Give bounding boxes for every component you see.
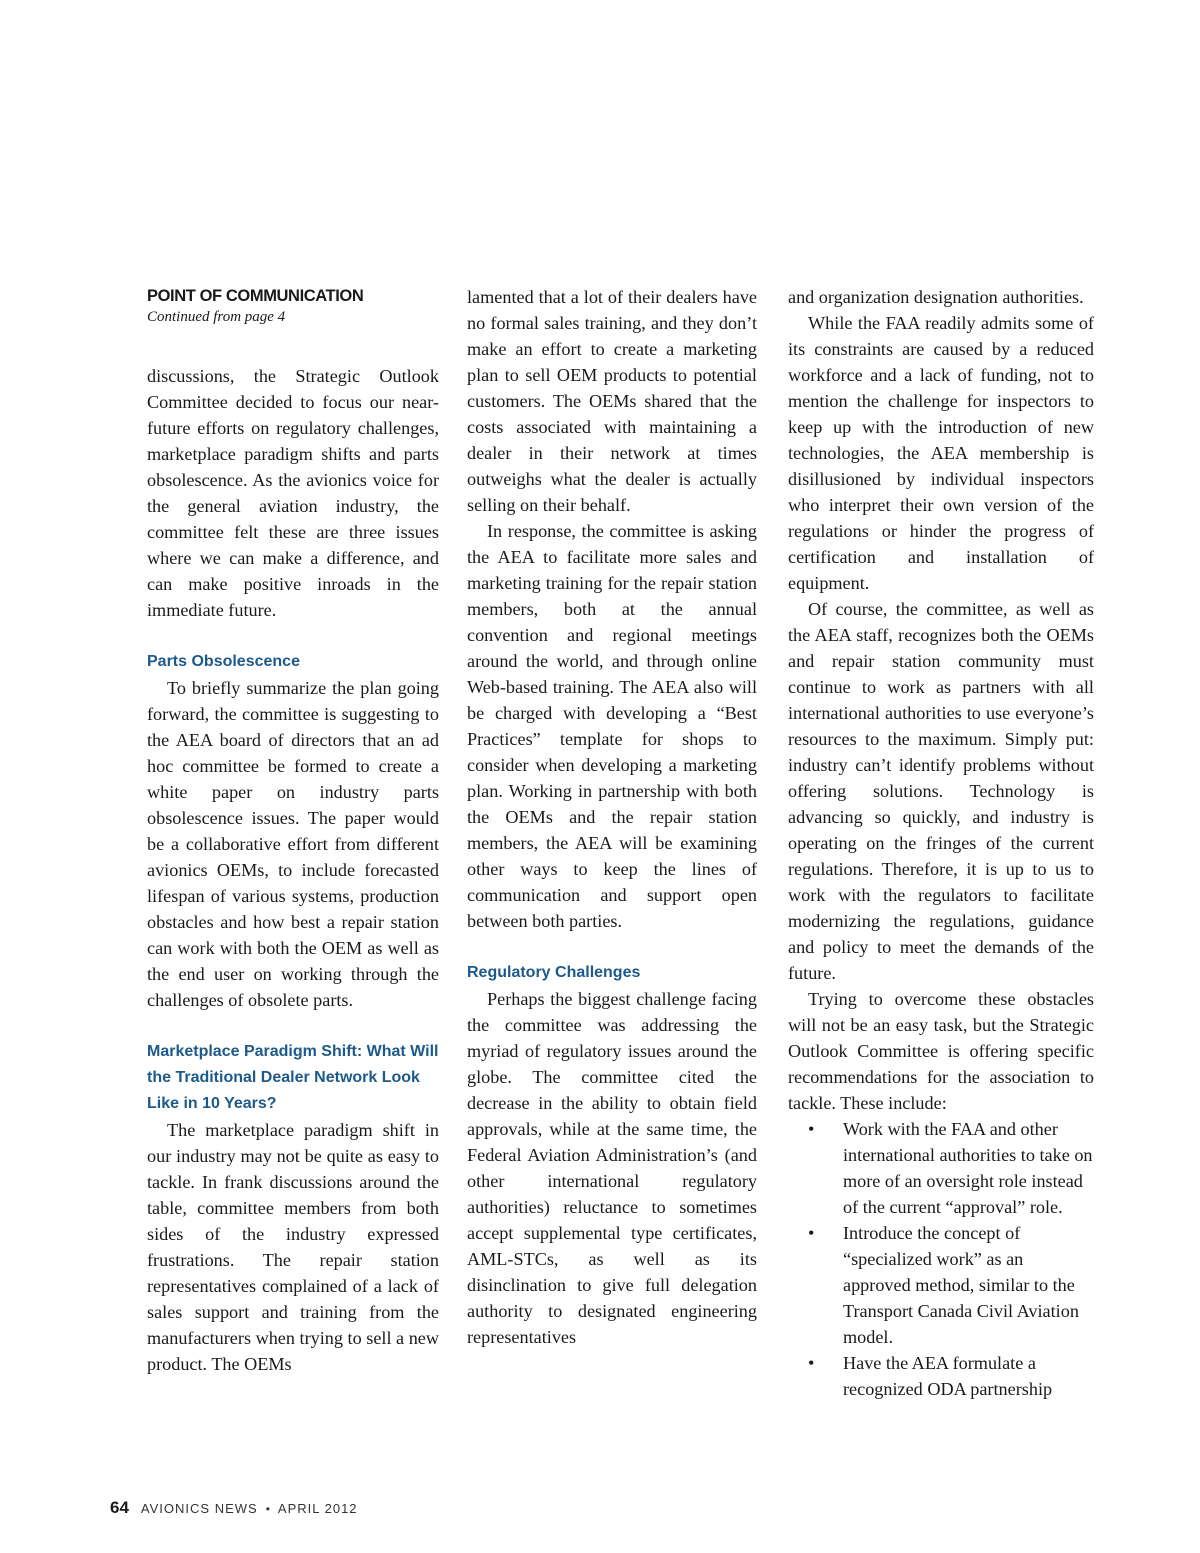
col3-paragraph-3: Of course, the committee, as well as the AEA staff, recognizes both the OEMs and repair station community must continue to work as partners with all international authorities to use everyone’s resources to the maximum. Simply put: industry can’t identify problems without offering solutions. Technology is advancing so quickly, and industry is operating on the fringes of the current regulations. Therefore, it is up to us to work with the regulators to facilitate modernizing the regulations, guidance and policy to meet the demands of the future. [788,599,1094,983]
col3-paragraph-4: Trying to overcome these obstacles will not be an easy task, but the Strategic Outlook Committee is offering specific recommendations for the association to tackle. These include: [788,989,1094,1113]
list-item-text: Work with the FAA and other international authorities to take on more of an oversight role instead of the current “approval” role. [843,1119,1093,1217]
col2-paragraph-3: Perhaps the biggest challenge facing the committee was addressing the myriad of regulatory issues around the globe. The committee cited the decrease in the ability to obtain field approvals, while at the same time, the Federal Aviation Administration’s (and other international regulatory authorities) reluctance to sometimes accept supplemental type certificates, AML-STCs, as well as its disinclination to give full delegation authority to designated engineering representatives [467,989,757,1347]
subhead-regulatory-challenges: Regulatory Challenges [467,964,641,981]
section-kicker: POINT OF COMMUNICATION [147,287,364,305]
bullet-icon: • [808,1223,815,1243]
col3-paragraph-2: While the FAA readily admits some of its constraints are caused by a reduced workforce and a lack of funding, not to mention the challenge for inspectors to keep up with the introduction of new technologies, the AEA membership is disillusioned by individual inspectors who interpret their own version of the regulations or hinder the progress of certification and installation of equipment. [788,313,1094,593]
page-footer [110,1498,358,1518]
footer-separator: • [265,1502,270,1516]
column-1 [147,284,439,1377]
publication-name: AVIONICS NEWS [140,1501,258,1516]
subhead-marketplace-shift: Marketplace Paradigm Shift: What Will the Traditional Dealer Network Look Like in 10 Years? [147,1043,439,1112]
list-item [788,1116,1094,1220]
subhead-parts-obsolescence: Parts Obsolescence [147,653,300,670]
col3-paragraph-1: and organization designation authorities. [788,287,1084,307]
column-3 [788,284,1094,1402]
list-item-text: Have the AEA formulate a recognized ODA partnership [843,1353,1053,1399]
column-2 [467,284,757,1350]
list-item [788,1350,1094,1402]
recommendation-list [788,1116,1094,1402]
page-number: 64 [110,1498,129,1517]
bullet-icon: • [808,1353,815,1373]
list-item-text: Introduce the concept of “specialized work” as an approved method, similar to the Transport Canada Civil Aviation model. [843,1223,1079,1347]
col1-paragraph-1: discussions, the Strategic Outlook Committee decided to focus our near-future efforts on regulatory challenges, marketplace paradigm shifts and parts obsolescence. As the avionics voice for the general aviation industry, the committee felt these are three issues where we can make a difference, and can make positive inroads in the immediate future. [147,366,439,620]
bullet-icon: • [808,1119,815,1139]
col2-paragraph-1: lamented that a lot of their dealers have no formal sales training, and they don’t make an effort to create a marketing plan to sell OEM products to potential customers. The OEMs shared that the costs associated with maintaining a dealer in their network at times outweighs what the dealer is actually selling on their behalf. [467,287,757,515]
list-item [788,1220,1094,1350]
col1-paragraph-3: The marketplace paradigm shift in our industry may not be quite as easy to tackle. In frank discussions around the table, committee members from both sides of the industry expressed frustrations. The repair station representatives complained of a lack of sales support and training from the manufacturers when trying to sell a new product. The OEMs [147,1120,439,1374]
col2-paragraph-2: In response, the committee is asking the AEA to facilitate more sales and marketing training for the repair station members, both at the annual convention and regional meetings around the world, and through online Web-based training. The AEA also will be charged with developing a “Best Practices” template for shops to consider when developing a marketing plan. Working in partnership with both the OEMs and the repair station members, the AEA will be examining other ways to keep the lines of communication and support open between both parties. [467,521,757,931]
continued-from-note: Continued from page 4 [147,309,286,325]
col1-paragraph-2: To briefly summarize the plan going forward, the committee is suggesting to the AEA board of directors that an ad hoc committee be formed to create a white paper on industry parts obsolescence issues. The paper would be a collaborative effort from different avionics OEMs, to include forecasted lifespan of various systems, production obstacles and how best a repair station can work with both the OEM as well as the end user on working through the challenges of obsolete parts. [147,678,439,1010]
issue-date: APRIL 2012 [277,1501,358,1516]
